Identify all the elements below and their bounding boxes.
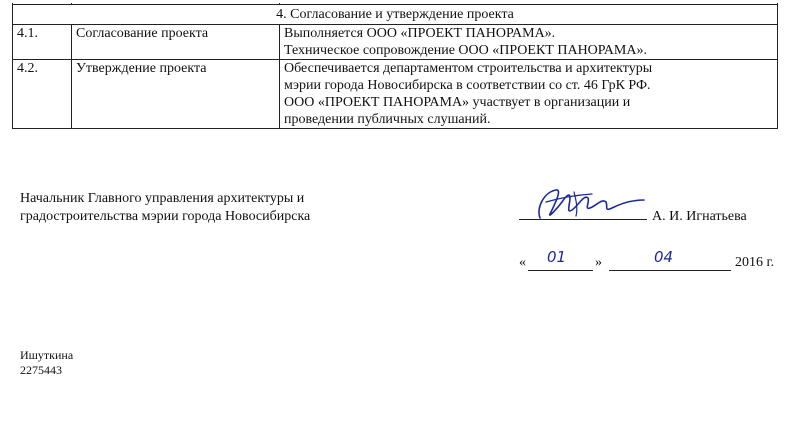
day-underline — [528, 270, 593, 271]
date-day: 01 — [547, 248, 567, 266]
signature-line — [519, 219, 647, 220]
date-open-quote: « — [519, 255, 526, 270]
executor-info — [20, 348, 73, 378]
position-line: градостроительства мэрии города Новосибирска — [20, 209, 311, 224]
table-section-header-row — [13, 5, 778, 25]
row-name: Утверждение проекта — [72, 60, 280, 129]
row-description — [280, 60, 778, 129]
description-line: ООО «ПРОЕКТ ПАНОРАМА» участвует в организации и — [284, 95, 631, 110]
description-line: проведении публичных слушаний. — [284, 112, 491, 127]
signature-date — [519, 250, 779, 272]
row-number: 4.2. — [13, 60, 72, 129]
row-name: Согласование проекта — [72, 25, 280, 60]
signatory-name: А. И. Игнатьева — [652, 209, 747, 224]
handwritten-signature-icon — [526, 180, 656, 230]
month-underline — [609, 270, 731, 271]
table-row — [13, 60, 778, 129]
date-year: 2016 г. — [735, 255, 775, 270]
section-header: 4. Согласование и утверждение проекта — [13, 5, 778, 25]
description-line: мэрии города Новосибирска в соответствии со ст. 46 ГрК РФ. — [284, 78, 651, 93]
date-close-quote: » — [595, 255, 602, 270]
description-line: Выполняется ООО «ПРОЕКТ ПАНОРАМА». — [284, 26, 556, 41]
table-row — [13, 25, 778, 60]
row-description — [280, 25, 778, 60]
executor-phone: 2275443 — [20, 363, 62, 377]
description-line: Обеспечивается департаментом строительства и архитектуры — [284, 61, 653, 76]
description-line: Техническое сопровождение ООО «ПРОЕКТ ПАНОРАМА». — [284, 43, 647, 58]
position-line: Начальник Главного управления архитектуры и — [20, 191, 305, 206]
executor-name: Ишуткина — [20, 348, 74, 362]
approval-table — [12, 3, 778, 129]
row-number: 4.1. — [13, 25, 72, 60]
signatory-position — [20, 190, 310, 226]
date-month: 04 — [654, 248, 674, 266]
